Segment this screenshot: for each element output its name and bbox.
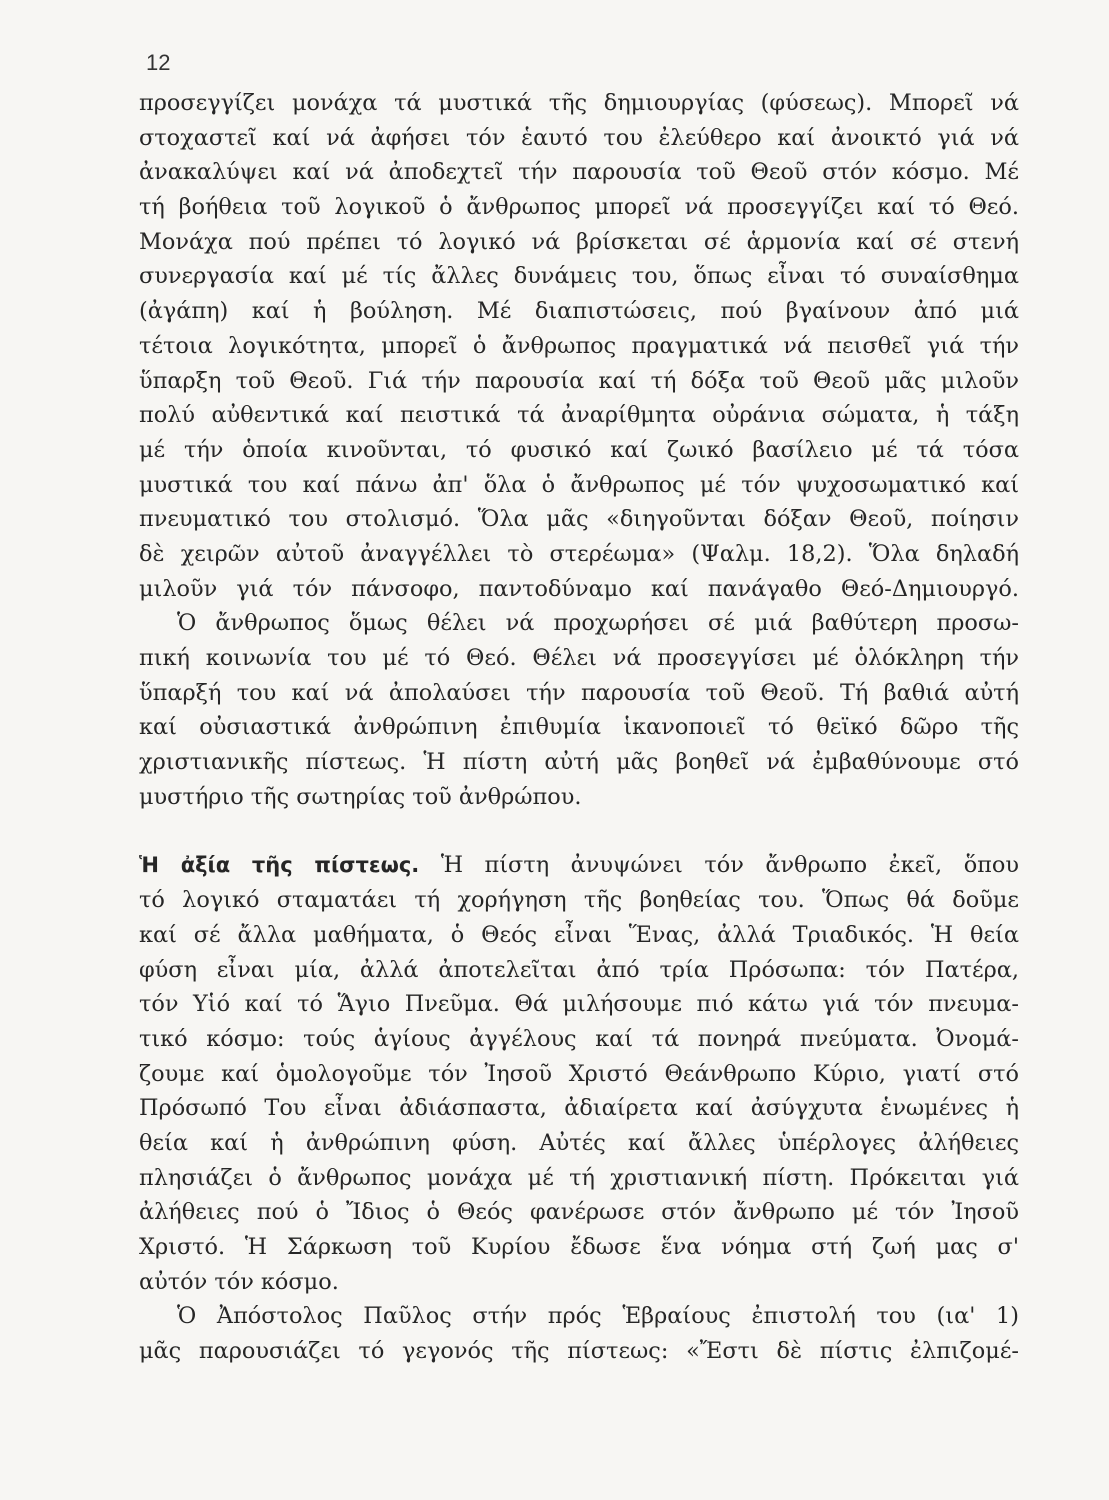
text-line: ἀλήθειες πού ὁ Ἴδιος ὁ Θεός φανέρωσε στόν ἄνθρωπο μέ τόν Ἰησοῦ: [139, 1199, 1019, 1226]
text-line: φύση εἶναι μία, ἀλλά ἀποτελεῖται ἀπό τρία Πρόσωπα: τόν Πατέρα,: [139, 956, 1019, 983]
text-line: πλησιάζει ὁ ἄνθρωπος μονάχα μέ τή χριστιανική πίστη. Πρόκειται γιά: [139, 1164, 1019, 1191]
text-line: ἀνακαλύψει καί νά ἀποδεχτεῖ τήν παρουσία τοῦ Θεοῦ στόν κόσμο. Μέ: [139, 159, 1019, 186]
paragraph-2: [139, 606, 1019, 814]
text-line: τόν Υἱό καί τό Ἅγιο Πνεῦμα. Θά μιλήσουμε πιό κάτω γιά τόν πνευμα-: [139, 991, 1019, 1018]
body-text: [139, 86, 1019, 1369]
paragraph-4: [139, 1299, 1019, 1368]
text-line: προσεγγίζει μονάχα τά μυστικά τῆς δημιουργίας (φύσεως). Μπορεῖ νά: [139, 90, 1019, 116]
text-line: τικό κόσμο: τούς ἁγίους ἀγγέλους καί τά πονηρά πνεύματα. Ὀνομά-: [139, 1025, 1019, 1052]
text-line: (ἀγάπη) καί ἡ βούληση. Μέ διαπιστώσεις, πού βγαίνουν ἀπό μιά: [139, 298, 1019, 325]
text-line: ὕπαρξή του καί νά ἀπολαύσει τήν παρουσία τοῦ Θεοῦ. Τή βαθιά αὐτή: [139, 679, 1019, 706]
paragraph-1: [139, 86, 1019, 606]
text-line: Χριστό. Ἡ Σάρκωση τοῦ Κυρίου ἔδωσε ἕνα νόημα στή ζωή μας σ': [139, 1234, 1019, 1260]
text-line: τέτοια λογικότητα, μπορεῖ ὁ ἄνθρωπος πραγματικά νά πεισθεῖ γιά τήν: [139, 332, 1019, 359]
text-line: καί σέ ἄλλα μαθήματα, ὁ Θεός εἶναι Ἕνας, ἀλλά Τριαδικός. Ἡ θεία: [139, 921, 1019, 948]
text-line: μέ τήν ὁποία κινοῦνται, τό φυσικό καί ζωικό βασίλειο μέ τά τόσα: [139, 436, 1019, 463]
text-line: [139, 848, 1019, 883]
text-line: στοχαστεῖ καί νά ἀφήσει τόν ἑαυτό του ἐλεύθερο καί ἀνοικτό γιά νά: [139, 124, 1019, 151]
text-line: πική κοινωνία του μέ τό Θεό. Θέλει νά προσεγγίσει μέ ὁλόκληρη τήν: [139, 645, 1019, 671]
text-line: Ὁ ἄνθρωπος ὅμως θέλει νά προχωρήσει σέ μιά βαθύτερη προσω-: [177, 610, 1019, 637]
text-line: μιλοῦν γιά τόν πάνσοφο, παντοδύναμο καί πανάγαθο Θεό-Δημιουργό.: [139, 575, 1019, 602]
text-line: πνευματικό του στολισμό. Ὅλα μᾶς «διηγοῦνται δόξαν Θεοῦ, ποίησιν: [139, 506, 1019, 533]
page-number: 12: [146, 50, 171, 75]
section-spacer: [139, 814, 1019, 848]
text-line: Ὁ Ἀπόστολος Παῦλος στήν πρός Ἑβραίους ἐπιστολή του (ια' 1): [177, 1303, 1019, 1330]
text-line: μυστήριο τῆς σωτηρίας τοῦ ἀνθρώπου.: [139, 783, 582, 810]
section-value-of-faith: [139, 848, 1019, 1299]
text-line: μᾶς παρουσιάζει τό γεγονός τῆς πίστεως: «Ἔστι δὲ πίστις ἐλπιζομέ-: [139, 1338, 1019, 1365]
text-line: θεία καί ἡ ἀνθρώπινη φύση. Αὐτές καί ἄλλες ὑπέρλογες ἀλήθειες: [139, 1129, 1019, 1156]
heading-line-text: Ἡ πίστη ἀνυψώνει τόν ἄνθρωπο ἐκεῖ, ὅπου: [440, 852, 1019, 879]
text-line: Μονάχα πού πρέπει τό λογικό νά βρίσκεται σέ ἁρμονία καί σέ στενή: [139, 228, 1019, 255]
text-line: συνεργασία καί μέ τίς ἄλλες δυνάμεις του, ὅπως εἶναι τό συναίσθημα: [139, 263, 1019, 290]
text-line: αὐτόν τόν κόσμο.: [139, 1268, 339, 1295]
text-line: χριστιανικῆς πίστεως. Ἡ πίστη αὐτή μᾶς βοηθεῖ νά ἐμβαθύνουμε στό: [139, 749, 1019, 776]
text-line: τή βοήθεια τοῦ λογικοῦ ὁ ἄνθρωπος μπορεῖ νά προσεγγίζει καί τό Θεό.: [139, 194, 1019, 221]
text-line: ζουμε καί ὁμολογοῦμε τόν Ἰησοῦ Χριστό Θεάνθρωπο Κύριο, γιατί στό: [139, 1060, 1019, 1087]
text-line: μυστικά του καί πάνω ἀπ' ὅλα ὁ ἄνθρωπος μέ τόν ψυχοσωματικό καί: [139, 471, 1019, 498]
text-line: τό λογικό σταματάει τή χορήγηση τῆς βοηθείας του. Ὅπως θά δοῦμε: [139, 887, 1019, 914]
text-line: ὕπαρξη τοῦ Θεοῦ. Γιά τήν παρουσία καί τή δόξα τοῦ Θεοῦ μᾶς μιλοῦν: [139, 367, 1019, 394]
text-line: Πρόσωπό Του εἶναι ἀδιάσπαστα, ἀδιαίρετα καί ἀσύγχυτα ἑνωμένες ἡ: [139, 1095, 1019, 1122]
text-line: δὲ χειρῶν αὐτοῦ ἀναγγέλλει τὸ στερέωμα» (Ψαλμ. 18,2). Ὅλα δηλαδή: [139, 540, 1019, 567]
text-line: καί οὐσιαστικά ἀνθρώπινη ἐπιθυμία ἱκανοποιεῖ τό θεϊκό δῶρο τῆς: [139, 714, 1019, 741]
text-line: πολύ αὐθεντικά καί πειστικά τά ἀναρίθμητα οὐράνια σώματα, ἡ τάξη: [139, 402, 1019, 429]
section-heading: Ἡ ἀξία τῆς πίστεως.: [139, 853, 420, 878]
